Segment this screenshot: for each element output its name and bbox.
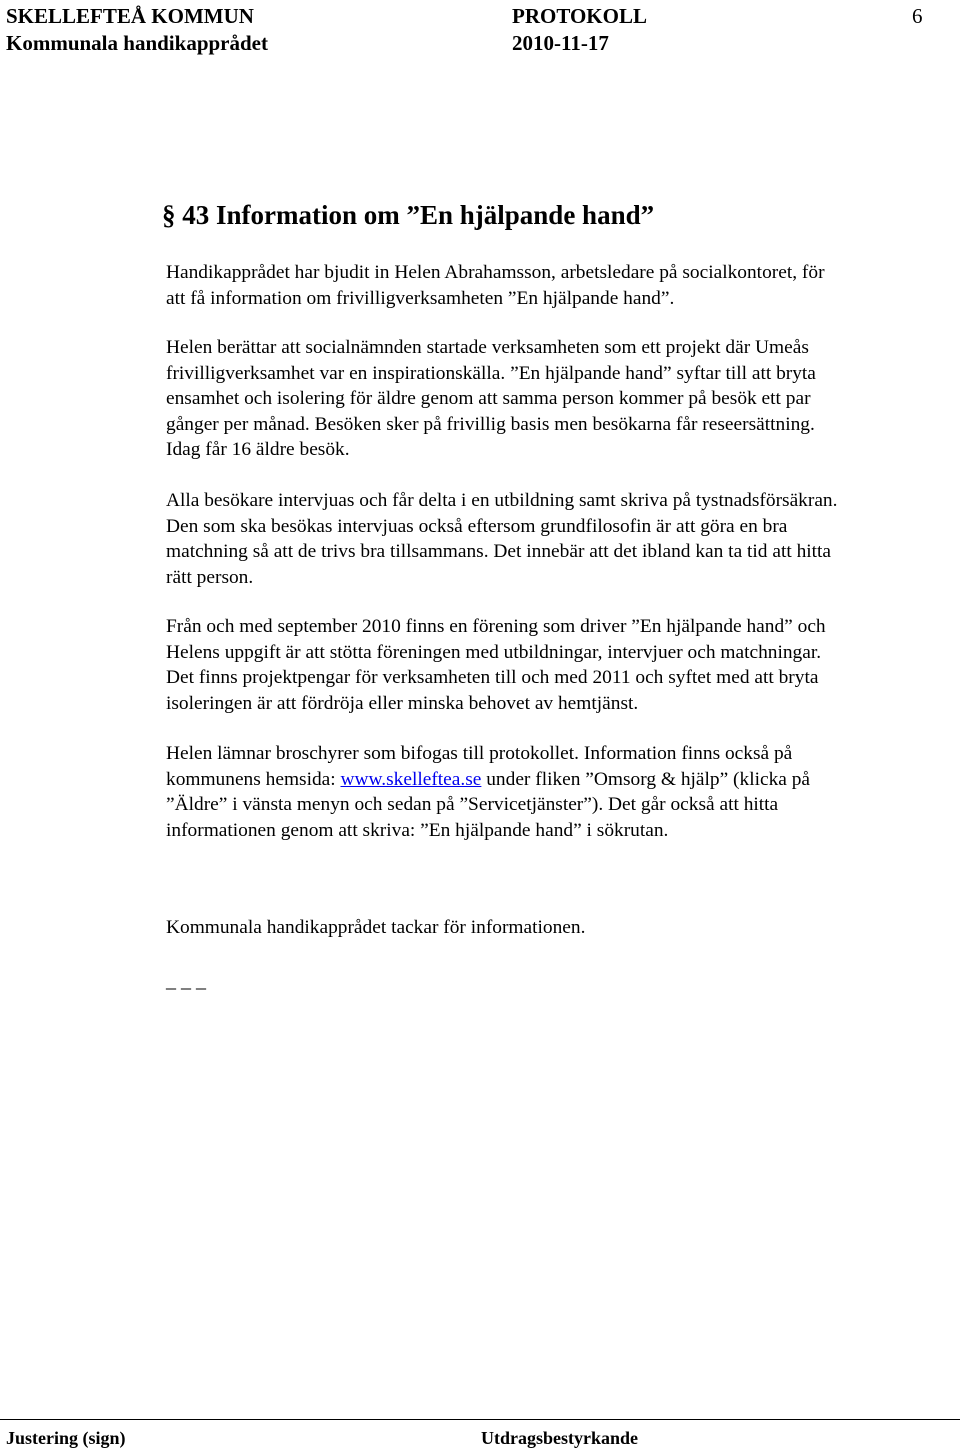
text-line: rätt person. [166,566,254,588]
footer-justering: Justering (sign) [6,1428,126,1448]
text-line: frivilligverksamhet var en inspirationskälla. ”En hjälpande hand” syftar till att bryta [166,362,816,384]
text-line: Det finns projektpengar för verksamheten till och med 2011 och syftet med att bryta [166,667,819,689]
footer-utdragsbestyrkande: Utdragsbestyrkande [481,1428,639,1448]
page-number: 6 [912,4,923,28]
section-title: 43 Information om ”En hjälpande hand” [182,200,655,230]
org-name: SKELLEFTEÅ KOMMUN [6,4,254,28]
text-line: Helens uppgift är att stötta föreningen med utbildningar, intervjuer och matchningar. [166,641,822,663]
doc-type: PROTOKOLL [512,4,647,28]
text-line: Alla besökare intervjuas och får delta i en utbildning samt skriva på tystnadsförsäkran. [166,490,838,511]
end-marker: _ _ _ [166,970,206,992]
paragraph-2 [166,335,956,463]
text-line [166,767,956,793]
text-line: Helen berättar att socialnämnden startade verksamheten som ett projekt där Umeås [166,337,809,358]
text-line: gånger per månad. Besöken sker på frivillig basis men besökarna får reseersättning. [166,413,815,435]
section-heading [162,200,654,231]
text-segment: under fliken ”Omsorg & hjälp” (klicka på [481,768,811,790]
paragraph-1 [166,260,956,311]
text-segment: kommunens hemsida: [166,768,341,790]
paragraph-6 [166,915,956,941]
footer-divider [0,1419,960,1420]
paragraph-5 [166,741,956,843]
text-line: Helen lämnar broschyrer som bifogas till protokollet. Information finns också på [166,743,793,764]
text-line: Kommunala handikapprådet tackar för informationen. [166,917,586,938]
section-symbol: § [162,200,176,230]
website-link[interactable]: www.skelleftea.se [340,768,482,790]
text-line: Handikapprådet har bjudit in Helen Abrahamsson, arbetsledare på socialkontoret, för [166,262,825,283]
text-line: Från och med september 2010 finns en förening som driver ”En hjälpande hand” och [166,616,826,637]
meeting-date: 2010-11-17 [512,31,609,55]
text-line: Idag får 16 äldre besök. [166,439,350,461]
text-line: att få information om frivilligverksamheten ”En hjälpande hand”. [166,287,675,309]
paragraph-4 [166,614,956,716]
text-line: isoleringen är att fördröja eller minska behovet av hemtjänst. [166,692,639,714]
text-line: Den som ska besökas intervjuas också eftersom grundfilosofin är att göra en bra [166,515,788,537]
text-line: matchning så att de trivs bra tillsammans. Det innebär att det ibland kan ta tid att hitta [166,541,832,563]
text-line: ”Äldre” i vänsta menyn och sedan på ”Servicetjänster”). Det går också att hitta [166,794,779,816]
text-line: ensamhet och isolering för äldre genom att samma person kommer på besök ett par [166,388,811,410]
text-line: informationen genom att skriva: ”En hjälpande hand” i sökrutan. [166,819,669,841]
committee-name: Kommunala handikapprådet [6,31,268,55]
paragraph-3 [166,488,956,590]
